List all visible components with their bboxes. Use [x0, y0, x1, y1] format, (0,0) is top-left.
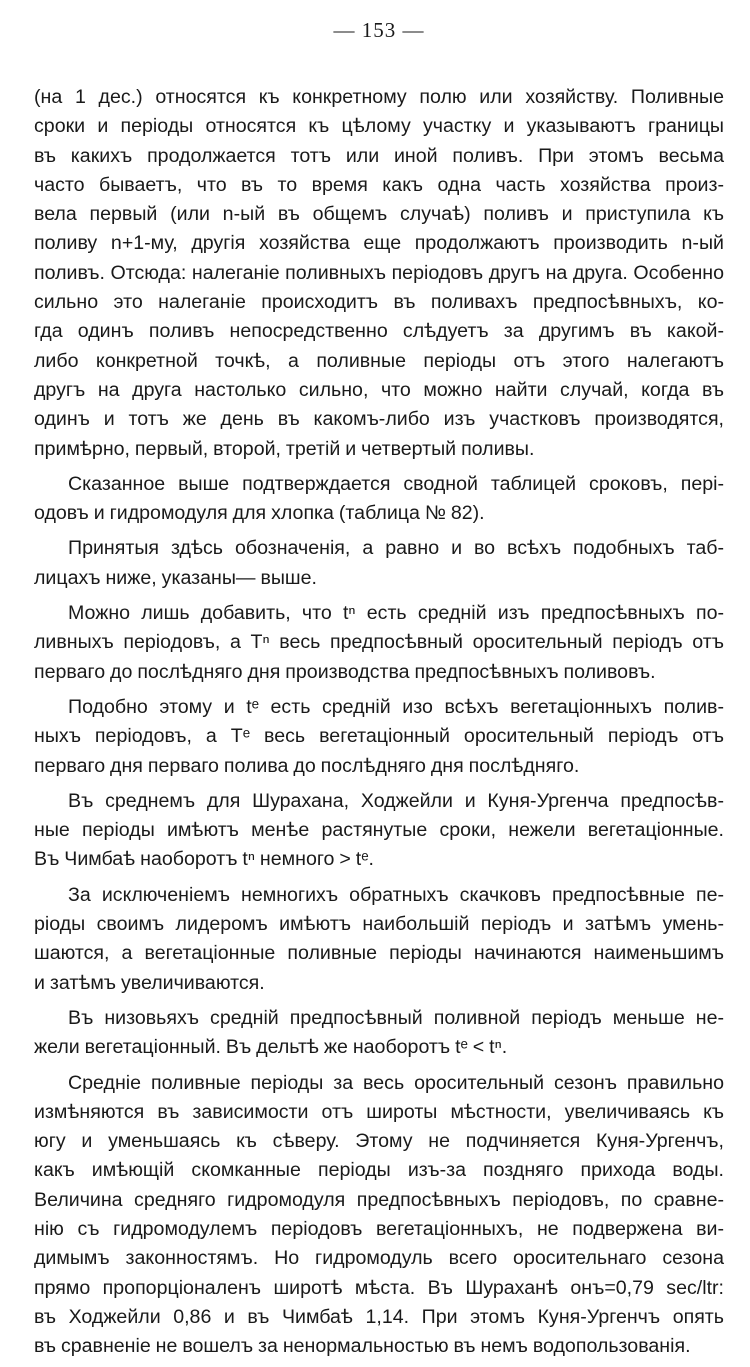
page-number: — 153 —	[333, 18, 425, 42]
text-line: въ какихъ продолжается тотъ или иной поливъ. При этомъ весьма	[34, 144, 724, 167]
text-line: прямо пропорціоналенъ широтѣ мѣста. Въ Шураханѣ онъ=0,79 sec/ltr:	[34, 1276, 724, 1299]
text-line: либо конкретной точкѣ, а поливные періоды отъ этого налегаютъ	[34, 349, 724, 372]
text-line: поливу n+1-му, другія хозяйства еще продолжаютъ производить n-ый	[34, 232, 724, 255]
text-line: перваго дня перваго полива до послѣдняго дня послѣдняго.	[34, 754, 580, 777]
text-line: одинъ и тотъ же день въ какомъ-либо изъ участковъ производятся,	[34, 408, 724, 431]
text-line: югу и уменьшаясь къ сѣверу. Этому не подчиняется Куня-Ургенчъ,	[34, 1130, 724, 1153]
text-line: гда одинъ поливъ непосредственно слѣдуетъ за другимъ въ какой-	[34, 320, 724, 343]
paragraph	[34, 534, 724, 593]
text-line: (на 1 дес.) относятся къ конкретному полю или хозяйству. Поливные	[34, 86, 724, 108]
text-line: Можно лишь добавить, что tⁿ есть средній изъ предпосѣвныхъ по-	[68, 602, 724, 625]
text-line: какъ имѣющій скомканные періоды изъ-за поздняго прихода воды.	[34, 1159, 724, 1182]
text-line: Сказанное выше подтверждается сводной таблицей сроковъ, пері-	[68, 472, 724, 495]
text-line: и затѣмъ увеличиваются.	[34, 971, 265, 994]
text-line: перваго до послѣдняго дня производства предпосѣвныхъ поливовъ.	[34, 660, 656, 683]
paragraph	[34, 881, 724, 998]
text-line: ливныхъ періодовъ, а Tⁿ весь предпосѣвный оросительный періодъ отъ	[34, 631, 724, 654]
text-line: другъ на друга настолько сильно, что можно найти случай, когда въ	[34, 378, 724, 401]
paragraph	[34, 83, 724, 464]
text-line: ныхъ періодовъ, а Tᵉ весь вегетаціонный оросительный періодъ отъ	[34, 725, 724, 748]
text-line: сроки и періоды относятся къ цѣлому участку и указываютъ границы	[34, 115, 724, 138]
text-line: Средніе поливные періоды за весь оросительный сезонъ правильно	[68, 1071, 724, 1094]
text-line: часто бываетъ, что въ то время какъ одна часть хозяйства произ-	[34, 173, 724, 196]
text-line: Въ низовьяхъ средній предпосѣвный поливной періодъ меньше не-	[68, 1006, 724, 1029]
paragraph	[34, 693, 724, 781]
text-line: въ Ходжейли 0,86 и въ Чимбаѣ 1,14. При этомъ Куня-Ургенчъ опять	[34, 1305, 724, 1328]
text-line: вела первый (или n-ый въ общемъ случаѣ) поливъ и приступила къ	[34, 203, 724, 226]
text-line: сильно это налеганіе происходитъ въ поливахъ предпосѣвныхъ, ко-	[34, 291, 724, 314]
text-line: ріоды своимъ лидеромъ имѣютъ наибольшій періодъ и затѣмъ умень-	[34, 913, 724, 936]
text-line: Въ Чимбаѣ наоборотъ tⁿ немного > tᵉ.	[34, 848, 374, 871]
text-line: Величина средняго гидромодуля предпосѣвныхъ періодовъ, по сравне-	[34, 1188, 724, 1211]
text-line: примѣрно, первый, второй, третій и четвертый поливы.	[34, 437, 535, 460]
paragraph	[34, 599, 724, 687]
text-line: одовъ и гидромодуля для хлопка (таблица № 82).	[34, 502, 485, 525]
text-line: Подобно этому и tᵉ есть средній изо всѣхъ вегетаціонныхъ полив-	[68, 695, 724, 718]
paragraph	[34, 1069, 724, 1362]
text-line: Въ среднемъ для Шурахана, Ходжейли и Куня-Ургенча предпосѣв-	[68, 789, 724, 812]
text-line: Принятыя здѣсь обозначенія, а равно и во всѣхъ подобныхъ таб-	[68, 537, 724, 560]
text-line: лицахъ ниже, указаны— выше.	[34, 566, 317, 589]
text-line: нію съ гидромодулемъ періодовъ вегетаціонныхъ, не подвержена ви-	[34, 1217, 724, 1240]
paragraph	[34, 470, 724, 529]
text-line: димымъ законностямъ. Но гидромодуль всего оросительнаго сезона	[34, 1247, 724, 1270]
text-line: шаются, а вегетаціонные поливные періоды начинаются наименьшимъ	[34, 942, 724, 965]
paragraph	[34, 1004, 724, 1063]
text-line: ные періоды имѣютъ менѣе растянутые сроки, нежели вегетаціонные.	[34, 819, 724, 842]
text-line: измѣняются въ зависимости отъ широты мѣстности, увеличиваясь къ	[34, 1100, 724, 1123]
text-line: За исключеніемъ немногихъ обратныхъ скачковъ предпосѣвные пе-	[68, 883, 724, 906]
paragraph	[34, 787, 724, 875]
text-line: жели вегетаціонный. Въ дельтѣ же наоборотъ tᵉ < tⁿ.	[34, 1036, 508, 1059]
document-page	[34, 18, 724, 1367]
text-line: поливъ. Отсюда: налеганіе поливныхъ періодовъ другъ на друга. Особенно	[34, 261, 724, 284]
body-text	[34, 83, 724, 1361]
text-line: въ сравненіе не вошелъ за ненормальностью въ немъ водопользованія.	[34, 1335, 691, 1358]
